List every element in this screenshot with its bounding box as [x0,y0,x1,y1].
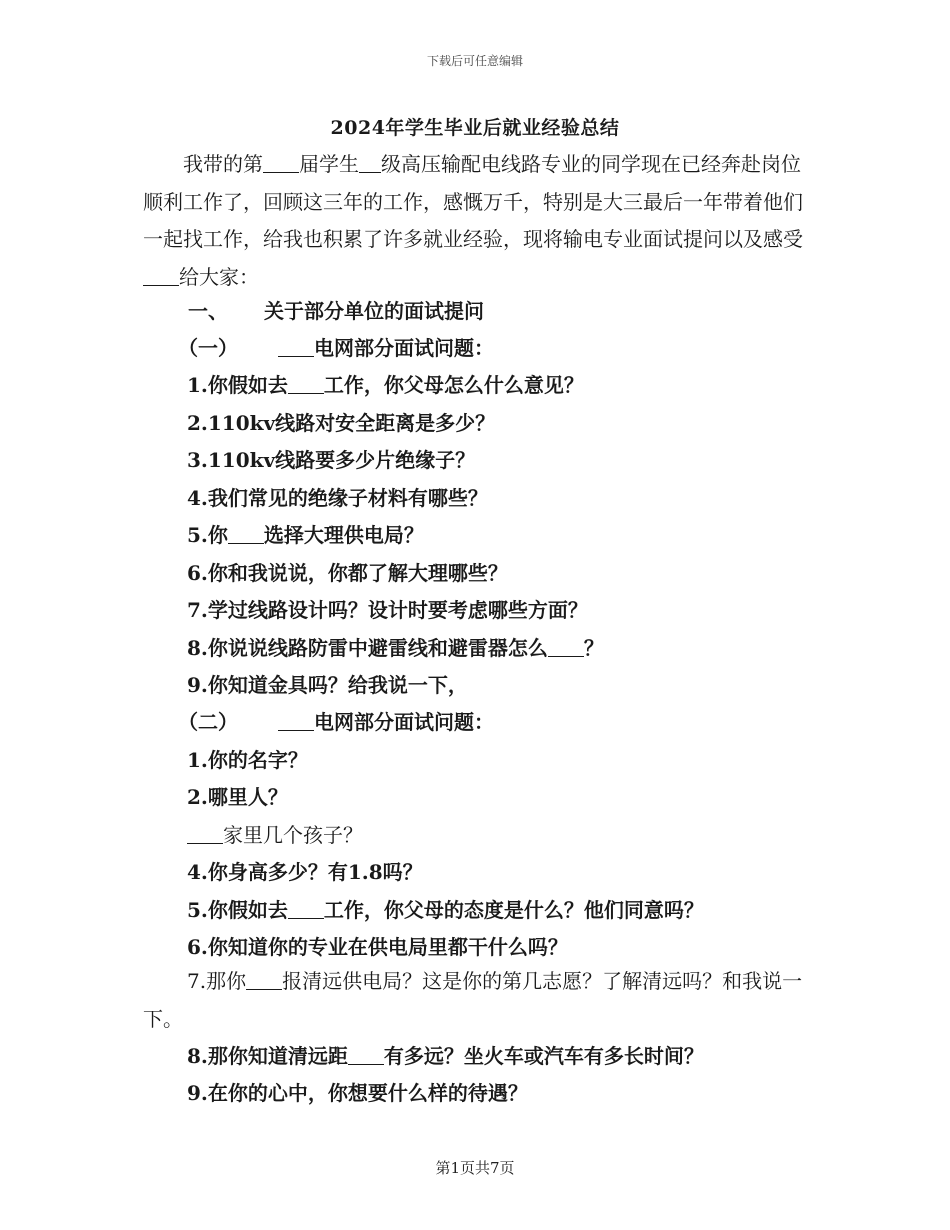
blank-line [246,971,282,990]
question-text: 7.那你 [187,969,247,993]
group-heading-2 [178,704,848,742]
blank-line [278,338,314,357]
group-number: （二） [178,710,238,734]
question-item: 1.你的名字？ [187,748,308,772]
question-item: 2.哪里人？ [187,785,288,809]
intro-text-a: 我带的第 [183,152,263,176]
group-number: （一） [178,336,238,360]
question-item: 6.你知道你的专业在供电局里都干什么吗？ [187,935,568,959]
blank-line [288,375,324,394]
question-item: 9.在你的心中，你想要什么样的待遇？ [187,1081,528,1105]
question-item: 6.你和我说说，你都了解大理哪些？ [187,561,508,585]
question-text: 1.你假如去 [187,373,288,397]
group-title: 电网部分面试问题： [314,710,494,734]
question-text: 报清远供电局？这是你的第几志愿？了解清远吗？和我说一下。 [143,969,803,1031]
section-title: 关于部分单位的面试提问 [264,299,484,323]
question-item [187,630,857,668]
question-item: 7.学过线路设计吗？设计时要考虑哪些方面？ [187,598,588,622]
document-title: 2024年学生毕业后就业经验总结 [330,117,620,139]
blank-line [348,1046,384,1065]
question-text: 有多远？坐火车或汽车有多长时间？ [383,1044,704,1068]
question-item [187,517,857,555]
question-text: 5.你 [187,523,228,547]
blank-line [228,525,264,544]
section-number: 一、 [188,299,228,323]
question-text: 选择大理供电局？ [263,523,424,547]
question-item: 9.你知道金具吗？给我说一下， [187,673,468,697]
question-text: 8.那你知道清远距 [187,1044,348,1068]
question-item: 2.110kv线路对安全距离是多少？ [187,411,496,435]
question-text: 5.你假如去 [187,898,288,922]
question-item: 3.110kv线路要多少片绝缘子？ [187,448,476,472]
page-header: 下载后可任意编辑 [426,54,523,68]
question-text: 8.你说说线路防雷中避雷线和避雷器怎么 [187,636,548,660]
intro-text-b: 届学生 [299,152,359,176]
blank-line [548,638,584,657]
question-item: 4.我们常见的绝缘子材料有哪些？ [187,486,488,510]
question-text: 家里几个孩子？ [223,823,363,847]
blank-line [288,900,324,919]
question-item [187,367,857,405]
question-item [187,1038,857,1076]
intro-paragraph [143,146,813,296]
blank-line [359,154,381,173]
intro-text-c: 级高压输配电线路专业的同学现在已经奔赴岗位顺利工作了，回顾这三年的工作，感慨万千，特别是大三最后一年带着他们一起找工作，给我也积累了许多就业经验，现将输电专业面试提问以及感受 [143,152,803,251]
question-text: 工作，你父母的态度是什么？他们同意吗？ [323,898,704,922]
question-item [187,817,857,855]
question-text: ？ [583,636,604,660]
intro-text-d: 给大家： [179,264,259,289]
page-number: 第1页共7页 [435,1159,515,1177]
question-item [143,963,813,1038]
group-heading-1 [178,330,848,368]
blank-line [187,825,223,844]
question-item: 4.你身高多少？有1.8吗？ [187,860,423,884]
group-title: 电网部分面试问题： [314,336,494,360]
question-item [187,892,857,930]
question-text: 工作，你父母怎么什么意见？ [323,373,584,397]
section-heading [188,293,858,331]
blank-line [143,267,179,286]
blank-line [278,712,314,731]
blank-line [263,154,299,173]
